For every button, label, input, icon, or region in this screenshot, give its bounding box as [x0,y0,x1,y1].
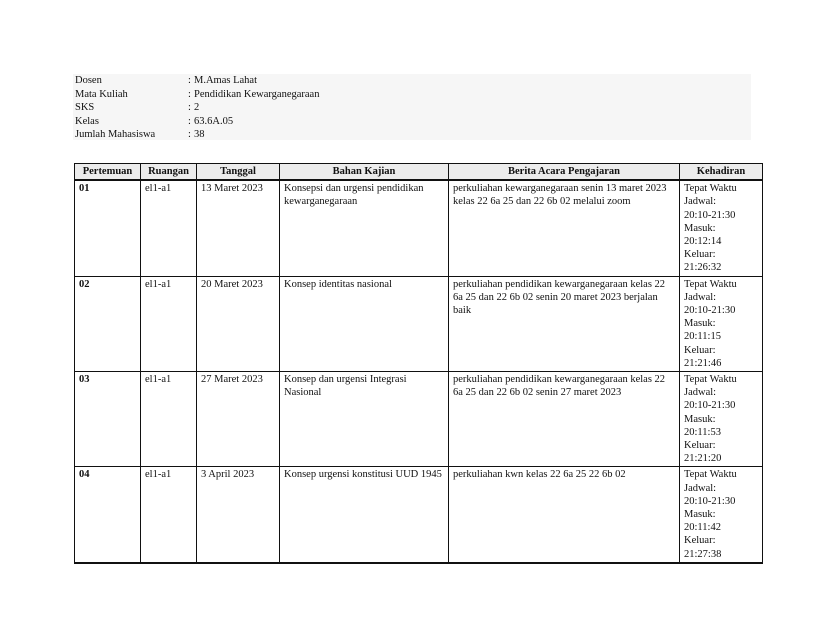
info-label: Mata Kuliah [75,88,128,100]
cell-bahan-kajian: Konsepsi dan urgensi pendidikan kewarganegaraan [280,180,449,276]
kehadiran-keluar: 21:21:20 [684,453,722,465]
kehadiran-status: Tepat Waktu [684,469,737,481]
kehadiran-masuk: 20:11:53 [684,426,721,438]
info-value: Pendidikan Kewarganegaraan [194,88,320,100]
table-row [75,467,763,563]
cell-kehadiran [680,276,763,371]
cell-kehadiran [680,467,763,563]
cell-bahan-kajian: Konsep identitas nasional [280,276,449,371]
info-value: M.Amas Lahat [194,75,257,86]
cell-berita-acara: perkuliahan kewarganegaraan senin 13 maret 2023 kelas 22 6a 25 dan 22 6b 02 melalui zoom [449,180,680,276]
kehadiran-jadwal: 20:10-21:30 [684,209,736,221]
info-separator: : [188,88,191,100]
info-separator: : [188,129,191,140]
info-label: Kelas [75,115,99,127]
info-row-dosen [73,74,751,88]
info-value: 2 [194,102,200,113]
kehadiran-keluar-label: Keluar: [684,440,716,452]
table-header-row [75,164,763,181]
cell-berita-acara: perkuliahan pendidikan kewarganegaraan kelas 22 6a 25 dan 22 6b 02 senin 20 maret 2023 berjalan baik [449,276,680,371]
kehadiran-masuk: 20:12:14 [684,236,722,248]
kehadiran-masuk: 20:11:42 [684,522,721,534]
course-info-block [73,74,751,140]
table-row [75,372,763,467]
cell-ruangan: el1-a1 [141,372,197,467]
kehadiran-masuk-label: Masuk: [684,509,716,521]
info-label: SKS [75,102,95,113]
kehadiran-keluar-label: Keluar: [684,344,716,356]
table-row [75,276,763,371]
kehadiran-masuk: 20:11:15 [684,331,721,343]
attendance-table [74,163,763,564]
info-row-sks [73,101,751,115]
cell-berita-acara: perkuliahan pendidikan kewarganegaraan kelas 22 6a 25 dan 22 6b 02 senin 27 maret 2023 [449,372,680,467]
kehadiran-keluar: 21:21:46 [684,357,722,369]
kehadiran-jadwal-label: Jadwal: [684,196,717,208]
kehadiran-keluar: 21:27:38 [684,548,722,560]
cell-bahan-kajian: Konsep dan urgensi Integrasi Nasional [280,372,449,467]
cell-pertemuan: 02 [75,276,141,371]
cell-kehadiran [680,180,763,276]
kehadiran-keluar-label: Keluar: [684,249,716,261]
info-row-jumlah-mahasiswa [73,128,751,142]
cell-pertemuan: 04 [75,467,141,563]
cell-tanggal: 27 Maret 2023 [197,372,280,467]
cell-kehadiran [680,372,763,467]
kehadiran-masuk-label: Masuk: [684,413,716,425]
cell-ruangan: el1-a1 [141,276,197,371]
cell-tanggal: 20 Maret 2023 [197,276,280,371]
kehadiran-jadwal: 20:10-21:30 [684,400,736,412]
kehadiran-keluar: 21:26:32 [684,262,722,274]
kehadiran-jadwal: 20:10-21:30 [684,305,736,317]
kehadiran-keluar-label: Keluar: [684,535,716,547]
kehadiran-masuk-label: Masuk: [684,318,716,330]
info-separator: : [188,75,191,86]
kehadiran-masuk-label: Masuk: [684,222,716,234]
info-separator: : [188,102,191,113]
cell-tanggal: 3 April 2023 [197,467,280,563]
kehadiran-status: Tepat Waktu [684,278,737,290]
cell-bahan-kajian: Konsep urgensi konstitusi UUD 1945 [280,467,449,563]
header-kehadiran: Kehadiran [680,164,763,181]
cell-ruangan: el1-a1 [141,467,197,563]
info-separator: : [188,115,191,127]
header-berita-acara: Berita Acara Pengajaran [449,164,680,181]
header-bahan-kajian: Bahan Kajian [280,164,449,181]
info-label: Jumlah Mahasiswa [75,129,156,140]
cell-ruangan: el1-a1 [141,180,197,276]
header-tanggal: Tanggal [197,164,280,181]
kehadiran-jadwal: 20:10-21:30 [684,495,736,507]
cell-pertemuan: 01 [75,180,141,276]
cell-tanggal: 13 Maret 2023 [197,180,280,276]
info-value: 38 [194,129,205,140]
info-row-mata-kuliah [73,88,751,102]
cell-berita-acara: perkuliahan kwn kelas 22 6a 25 22 6b 02 [449,467,680,563]
kehadiran-status: Tepat Waktu [684,183,737,195]
header-ruangan: Ruangan [141,164,197,181]
kehadiran-status: Tepat Waktu [684,374,737,386]
cell-pertemuan: 03 [75,372,141,467]
info-value: 63.6A.05 [194,115,234,127]
kehadiran-jadwal-label: Jadwal: [684,291,717,303]
kehadiran-jadwal-label: Jadwal: [684,482,717,494]
table-row [75,180,763,276]
info-label: Dosen [75,75,102,86]
header-pertemuan: Pertemuan [75,164,141,181]
info-row-kelas [73,115,751,129]
kehadiran-jadwal-label: Jadwal: [684,387,717,399]
